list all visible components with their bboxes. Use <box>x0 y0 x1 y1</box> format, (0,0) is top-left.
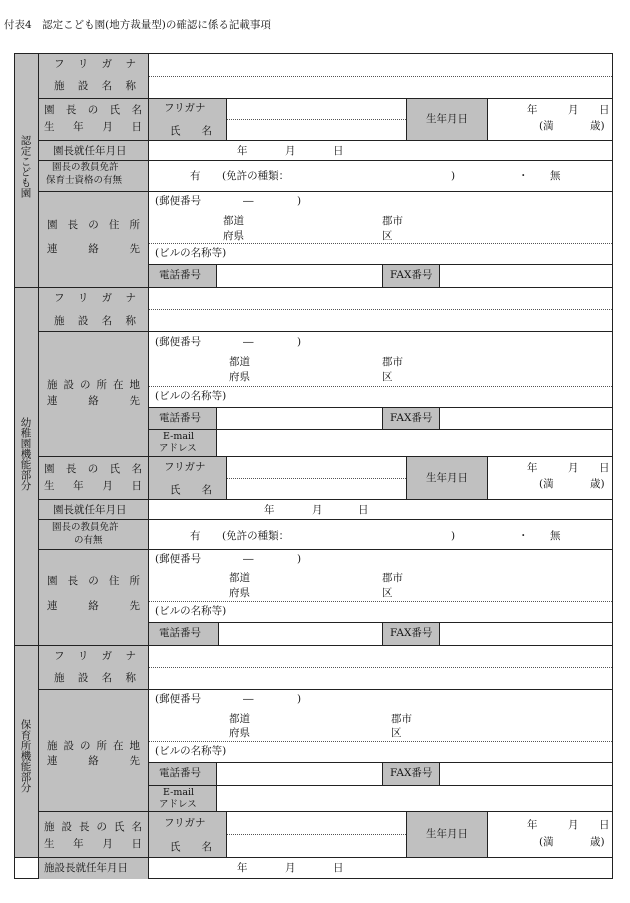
ari-1: 有 <box>190 170 201 182</box>
label-birth-3: 生 年 月 日 <box>44 838 142 850</box>
yubin-2: (郵便番号 <box>155 336 202 348</box>
label-shisetsu-addr-2: 施 設 の 所 在 地 <box>47 379 140 391</box>
nen-2a: 年 <box>527 462 538 474</box>
label-kyoin2-line2: の有無 <box>74 535 103 546</box>
label-furigana-3: フ リ ガ ナ <box>54 650 136 662</box>
label-birthdate-3: 生年月日 <box>426 828 468 840</box>
hi-3a: 日 <box>599 819 610 831</box>
gunshi-3: 郡市 <box>391 713 412 725</box>
tsuki-2a: 月 <box>568 462 579 474</box>
yubin-3: (郵便番号 <box>155 693 202 705</box>
hi-1b: 日 <box>333 145 344 157</box>
label-shunin-2: 園長就任年月日 <box>53 504 127 516</box>
label-renraku-3: 連 絡 先 <box>47 755 140 767</box>
label-shunin-1: 園長就任年月日 <box>53 145 127 157</box>
fax-2: FAX番号 <box>390 412 433 424</box>
fuken-2b: 府県 <box>229 587 250 599</box>
label-furigana-small-3: フリガナ <box>164 817 206 829</box>
dash-2b: ― <box>243 553 254 565</box>
yubin-close-2b: ) <box>297 553 302 565</box>
hi-3b: 日 <box>333 862 344 874</box>
nashi-1: 無 <box>550 170 561 182</box>
nashi-2: 無 <box>550 530 561 542</box>
dash-3: ― <box>243 693 254 705</box>
nen-3a: 年 <box>527 819 538 831</box>
label-encho-addr-2: 園 長 の 住 所 <box>47 575 140 587</box>
building-3: (ビルの名称等) <box>155 745 227 757</box>
fuken-2: 府県 <box>229 371 250 383</box>
dash-2: ― <box>243 336 254 348</box>
yubin-close-2: ) <box>297 336 302 348</box>
close-1: ) <box>451 170 456 182</box>
man-3: (満 <box>539 836 554 848</box>
label-encho-name-2: 園 長 の 氏 名 <box>44 463 142 475</box>
tel-3: 電話番号 <box>159 767 201 779</box>
label-shisetsu-addr-3: 施 設 の 所 在 地 <box>47 740 140 752</box>
nen-3b: 年 <box>237 862 248 874</box>
fax-2b: FAX番号 <box>390 627 433 639</box>
email2-2: アドレス <box>159 443 197 454</box>
label-shimei-1: 氏 名 <box>170 125 212 137</box>
tsuki-2b: 月 <box>312 504 323 516</box>
yubin-2b: (郵便番号 <box>155 553 202 565</box>
todo-1: 都道 <box>223 215 244 227</box>
label-renraku-1: 連 絡 先 <box>47 243 140 255</box>
label-encho-name-1: 園 長 の 氏 名 <box>44 104 142 116</box>
fuken-1: 府県 <box>223 230 244 242</box>
label-birthdate-2: 生年月日 <box>426 472 468 484</box>
label-shimei-2: 氏 名 <box>170 484 212 496</box>
fuken-3: 府県 <box>229 727 250 739</box>
label-furigana-1: フ リ ガ ナ <box>54 58 136 70</box>
todo-3: 都道 <box>229 713 250 725</box>
label-shisetsu-meisho-2: 施 設 名 称 <box>54 315 136 327</box>
gunshi-2b: 郡市 <box>382 572 403 584</box>
section-hoikusho-label: 保育所機能部分 <box>19 719 32 793</box>
yubin-close-3: ) <box>297 693 302 705</box>
label-shisetsu-meisho-3: 施 設 名 称 <box>54 672 136 684</box>
todo-2: 都道 <box>229 356 250 368</box>
ku-3: 区 <box>391 727 402 739</box>
label-birthdate-1: 生年月日 <box>426 113 468 125</box>
menkyo-2: (免許の種類： <box>222 530 290 542</box>
fax-1: FAX番号 <box>390 269 433 281</box>
sai-1: 歳) <box>590 120 605 132</box>
tsuki-1b: 月 <box>285 145 296 157</box>
tel-2: 電話番号 <box>159 412 201 424</box>
dot-2: ・ <box>518 530 529 542</box>
yubin-close-1: ) <box>297 195 302 207</box>
label-furigana-small-1: フリガナ <box>164 102 206 114</box>
close-2: ) <box>451 530 456 542</box>
yubin-1: (郵便番号 <box>155 195 202 207</box>
label-furigana-small-2: フリガナ <box>164 461 206 473</box>
email1-2: E-mail <box>163 431 195 442</box>
label-kyoin1-line2: 保育士資格の有無 <box>46 175 123 186</box>
gunshi-2: 郡市 <box>382 356 403 368</box>
building-1: (ビルの名称等) <box>155 247 227 259</box>
menkyo-1: (免許の種類： <box>222 170 290 182</box>
label-shisetsucho-name-3: 施 設 長 の 氏 名 <box>44 821 142 833</box>
gunshi-1: 郡市 <box>382 215 403 227</box>
sai-3: 歳) <box>590 836 605 848</box>
label-birth-1: 生 年 月 日 <box>44 121 142 133</box>
dash-1: ― <box>243 195 254 207</box>
hi-1a: 日 <box>599 104 610 116</box>
tsuki-3a: 月 <box>568 819 579 831</box>
ari-2: 有 <box>190 530 201 542</box>
tel-2b: 電話番号 <box>159 627 201 639</box>
ku-2b: 区 <box>382 587 393 599</box>
ku-1: 区 <box>382 230 393 242</box>
tsuki-3b: 月 <box>285 862 296 874</box>
label-shisetsu-meisho-1: 施 設 名 称 <box>54 80 136 92</box>
nen-2b: 年 <box>264 504 275 516</box>
hi-2a: 日 <box>599 462 610 474</box>
man-2: (満 <box>539 478 554 490</box>
label-birth-2: 生 年 月 日 <box>44 480 142 492</box>
hi-2b: 日 <box>358 504 369 516</box>
email2-3: アドレス <box>159 799 197 810</box>
label-renraku-2b: 連 絡 先 <box>47 600 140 612</box>
nen-1a: 年 <box>527 104 538 116</box>
tel-1: 電話番号 <box>159 269 201 281</box>
section-nintei-label: 認定こども園 <box>19 135 32 198</box>
label-kyoin1-line1: 園長の教員免許 <box>52 162 119 173</box>
man-1: (満 <box>539 120 554 132</box>
nen-1b: 年 <box>237 145 248 157</box>
ku-2: 区 <box>382 371 393 383</box>
sai-2: 歳) <box>590 478 605 490</box>
label-renraku-2: 連 絡 先 <box>47 395 140 407</box>
email1-3: E-mail <box>163 787 195 798</box>
fax-3: FAX番号 <box>390 767 433 779</box>
building-2: (ビルの名称等) <box>155 390 227 402</box>
building-2b: (ビルの名称等) <box>155 605 227 617</box>
label-kyoin2-line1: 園長の教員免許 <box>52 522 119 533</box>
todo-2b: 都道 <box>229 572 250 584</box>
label-encho-addr-1: 園 長 の 住 所 <box>47 219 140 231</box>
dot-1: ・ <box>518 170 529 182</box>
section-youchien-label: 幼稚園機能部分 <box>19 417 32 491</box>
page-title: 付表4 認定こども園(地方裁量型)の確認に係る記載事項 <box>4 19 271 31</box>
label-shimei-3: 氏 名 <box>170 841 212 853</box>
label-shisetsucho-shunin: 施設長就任年月日 <box>44 862 128 874</box>
label-furigana-2: フ リ ガ ナ <box>54 292 136 304</box>
tsuki-1a: 月 <box>568 104 579 116</box>
